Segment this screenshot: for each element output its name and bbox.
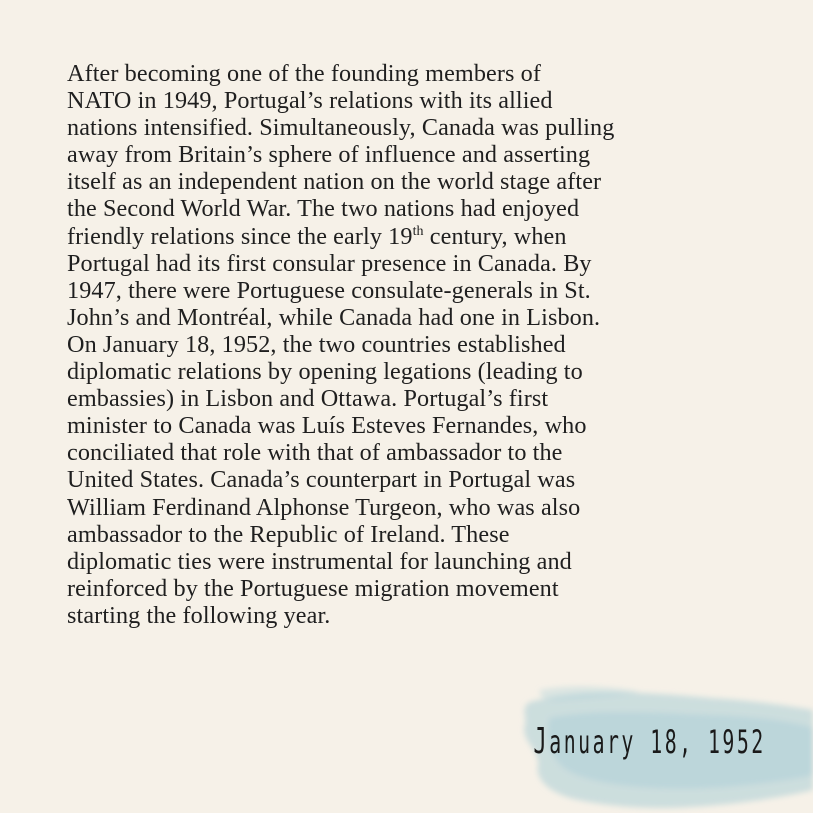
- article-line: John’s and Montréal, while Canada had one in Lisbon.: [67, 303, 601, 331]
- article-line: After becoming one of the founding members of: [67, 60, 542, 87]
- article-line: reinforced by the Portuguese migration movement: [67, 574, 559, 602]
- article-line: NATO in 1949, Portugal’s relations with its allied: [67, 87, 553, 115]
- article-line: diplomatic ties were instrumental for launching and: [67, 547, 572, 575]
- article-line: United States. Canada’s counterpart in Portugal was: [67, 466, 576, 494]
- article-line: minister to Canada was Luís Esteves Fernandes, who: [67, 412, 587, 440]
- article-line: 1947, there were Portuguese consulate-generals in St.: [67, 276, 591, 304]
- article-line: conciliated that role with that of ambassador to the: [67, 439, 563, 467]
- article-line: Portugal had its first consular presence in Canada. By: [67, 249, 592, 277]
- ordinal-superscript: th: [412, 223, 424, 239]
- date-rest: anuary 18, 1952: [549, 723, 766, 761]
- date-caption: [534, 722, 766, 762]
- article-line: ambassador to the Republic of Ireland. These: [67, 520, 510, 548]
- article-line: embassies) in Lisbon and Ottawa. Portugal’s first: [67, 385, 549, 413]
- article-line-tail: century, when: [423, 222, 567, 250]
- article-line-with-superscript: [67, 223, 767, 250]
- article-line: On January 18, 1952, the two countries established: [67, 330, 566, 358]
- article-line: itself as an independent nation on the world stage after: [67, 168, 602, 196]
- article-line: William Ferdinand Alphonse Turgeon, who was also: [67, 493, 581, 521]
- article-line-head: friendly relations since the early 19: [67, 222, 413, 250]
- article-line: diplomatic relations by opening legations (leading to: [67, 358, 583, 386]
- article-line: starting the following year.: [67, 601, 331, 629]
- article-line: away from Britain’s sphere of influence and asserting: [67, 141, 591, 169]
- article-line: nations intensified. Simultaneously, Canada was pulling: [67, 114, 615, 142]
- article-body: [67, 60, 767, 629]
- date-initial: J: [533, 721, 550, 762]
- article-line: the Second World War. The two nations had enjoyed: [67, 195, 580, 223]
